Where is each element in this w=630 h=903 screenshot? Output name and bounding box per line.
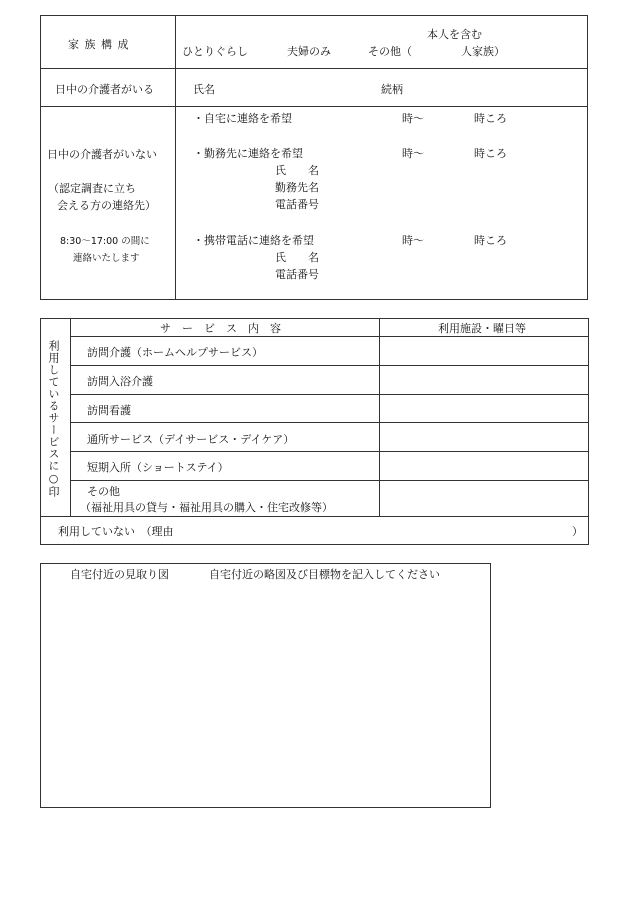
service-item-other[interactable]: その他 (87, 485, 120, 498)
service-item-tsusho[interactable]: 通所サービス（デイサービス・デイケア） (87, 433, 295, 446)
map-title: 自宅付近の見取り図 (70, 568, 169, 581)
family-option-other[interactable]: その他（ (368, 45, 412, 58)
table1-row-divider-1 (40, 68, 588, 69)
contact-home-ji-goro: 時ころ (474, 112, 507, 125)
family-option-hitori[interactable]: ひとりぐらし (182, 45, 248, 58)
contact-time-note-2: 連絡いたします (73, 253, 140, 264)
contact-mobile-ji-goro: 時ころ (474, 234, 507, 247)
service-item-tanki-nyusho[interactable]: 短期入所（ショートステイ） (87, 461, 229, 474)
services-bottom-divider (40, 516, 589, 517)
service-item-houmon-kaigo[interactable]: 訪問介護（ホームヘルプサービス） (87, 346, 263, 359)
table1-row-divider-2 (40, 106, 588, 107)
contact-work-phone-label: 電話番号 (275, 198, 319, 211)
services-not-using-close: ） (572, 525, 583, 538)
map-drawing-area[interactable] (40, 563, 491, 808)
services-col-divider (379, 318, 380, 516)
contact-work-ji-kara: 時～ (402, 147, 424, 160)
services-header-facility: 利用施設・曜日等 (438, 322, 526, 335)
contact-home-option[interactable]: ・自宅に連絡を希望 (193, 112, 292, 125)
contact-mobile-phone-label: 電話番号 (275, 268, 319, 281)
service-item-other-detail: （福祉用具の貸与・福祉用具の購入・住宅改修等） (80, 501, 333, 514)
contact-work-company-label: 勤務先名 (275, 181, 319, 194)
contact-time-note-1: 8:30～17:00 の間に (60, 236, 150, 247)
services-row-divider-5 (70, 480, 589, 481)
family-ninkazoku: 人家族） (461, 45, 505, 58)
services-row-divider-1 (70, 365, 589, 366)
contact-work-name-label: 氏 名 (275, 164, 319, 177)
carer-present-label: 日中の介護者がいる (55, 83, 154, 96)
family-option-fufu[interactable]: 夫婦のみ (287, 45, 331, 58)
contact-mobile-option[interactable]: ・携帯電話に連絡を希望 (193, 234, 314, 247)
services-row-divider-2 (70, 394, 589, 395)
family-honnin-note: 本人を含む (427, 28, 482, 41)
carer-name-label: 氏名 (193, 83, 215, 96)
services-not-using[interactable]: 利用していない （理由 (58, 525, 174, 538)
table1-col-divider (175, 15, 176, 300)
contact-work-ji-goro: 時ころ (474, 147, 507, 160)
service-item-houmon-nyuyoku[interactable]: 訪問入浴介護 (87, 375, 153, 388)
carer-relation-label: 続柄 (381, 83, 403, 96)
contact-mobile-name-label: 氏 名 (275, 251, 319, 264)
service-item-houmon-kango[interactable]: 訪問看護 (87, 404, 131, 417)
carer-absent-label: 日中の介護者がいない (47, 148, 157, 161)
carer-absent-note-1: （認定調査に立ち (48, 182, 136, 195)
services-row-divider-4 (70, 451, 589, 452)
contact-work-option[interactable]: ・勤務先に連絡を希望 (193, 147, 303, 160)
services-side-divider (70, 318, 71, 516)
services-side-label: 利用しているサービスに○印 (47, 340, 60, 498)
services-row-divider-3 (70, 422, 589, 423)
contact-mobile-ji-kara: 時～ (402, 234, 424, 247)
services-header-divider (70, 336, 589, 337)
contact-home-ji-kara: 時～ (402, 112, 424, 125)
carer-absent-note-2: 会える方の連絡先） (57, 199, 156, 212)
map-instruction: 自宅付近の略図及び目標物を記入してください (209, 568, 440, 581)
family-label: 家 族 構 成 (68, 38, 130, 51)
services-header-content: サ ー ビ ス 内 容 (160, 322, 281, 335)
